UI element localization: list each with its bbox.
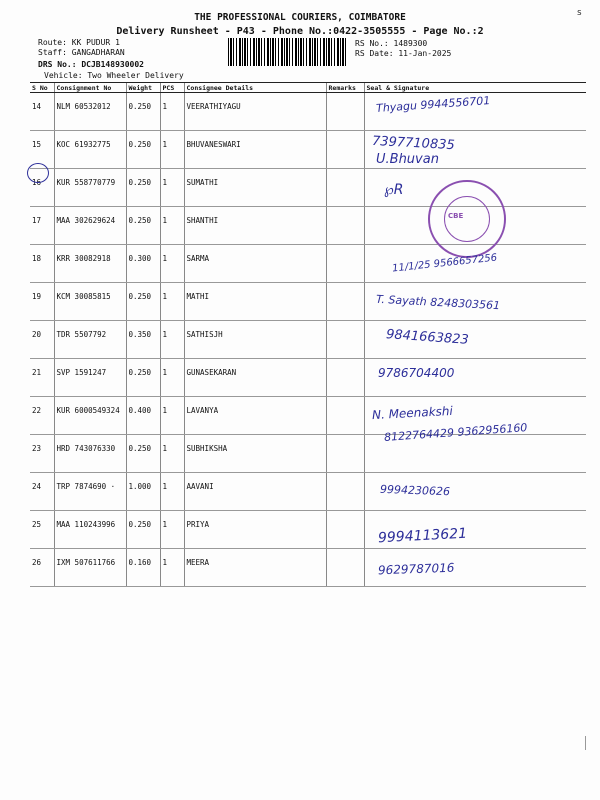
row-remarks <box>326 169 364 207</box>
vehicle-label: Vehicle: Two Wheeler Delivery <box>44 71 184 80</box>
table-row <box>30 397 586 435</box>
col-sno: S No <box>30 83 54 93</box>
row-signature <box>364 435 586 473</box>
signature-14: Thyagu 9944556701 <box>375 94 491 115</box>
row-pcs: 1 <box>160 321 184 359</box>
row-consignment: KCM 30085815 <box>54 283 126 321</box>
row-pcs: 1 <box>160 511 184 549</box>
row-consignment: KRR 30082918 <box>54 245 126 283</box>
table-row <box>30 511 586 549</box>
table-header-row <box>30 83 586 93</box>
company-title: THE PROFESSIONAL COURIERS, COIMBATORE <box>194 12 406 23</box>
row-signature <box>364 359 586 397</box>
row-weight: 0.400 <box>126 397 160 435</box>
row-consignment: TDR 5507792 <box>54 321 126 359</box>
col-weight: Weight <box>126 83 160 93</box>
row-signature <box>364 511 586 549</box>
row-pcs: 1 <box>160 283 184 321</box>
row-consignee: SATHISJH <box>184 321 326 359</box>
row-consignment: MAA 302629624 <box>54 207 126 245</box>
signature-15a: 7397710835 <box>371 133 456 154</box>
row-pcs: 1 <box>160 93 184 131</box>
row-consignment: TRP 7874690 · <box>54 473 126 511</box>
row-signature <box>364 397 586 435</box>
staff-label: Staff: GANGADHARAN <box>38 48 125 57</box>
row-consignee: GUNASEKARAN <box>184 359 326 397</box>
row-weight: 0.250 <box>126 169 160 207</box>
table-row <box>30 245 586 283</box>
row-remarks <box>326 473 364 511</box>
row-consignee: BHUVANESWARI <box>184 131 326 169</box>
row-remarks <box>326 549 364 587</box>
signature-23: 8122764429 9362956160 <box>383 421 528 444</box>
table-row <box>30 473 586 511</box>
signature-24: 9994230626 <box>379 482 451 499</box>
col-pcs: PCS <box>160 83 184 93</box>
signature-21: 9786704400 <box>378 366 455 380</box>
row-consignee: AAVANI <box>184 473 326 511</box>
barcode <box>228 38 348 66</box>
rs-number: RS No.: 1489300 <box>355 39 428 48</box>
row-weight: 0.250 <box>126 131 160 169</box>
row-remarks <box>326 397 364 435</box>
circle-annotation <box>27 163 49 183</box>
row-consignment: KOC 61932775 <box>54 131 126 169</box>
row-sno: 17 <box>30 207 54 245</box>
row-weight: 0.250 <box>126 207 160 245</box>
row-consignee: LAVANYA <box>184 397 326 435</box>
row-consignment: SVP 1591247 <box>54 359 126 397</box>
row-consignment: MAA 110243996 <box>54 511 126 549</box>
row-sno: 15 <box>30 131 54 169</box>
row-signature <box>364 131 586 169</box>
corner-mark: s <box>576 8 582 18</box>
row-consignment: KUR 6000549324 <box>54 397 126 435</box>
signature-16: ℘R <box>384 182 404 198</box>
row-sno: 20 <box>30 321 54 359</box>
row-weight: 1.000 <box>126 473 160 511</box>
row-sno: 18 <box>30 245 54 283</box>
table-row <box>30 359 586 397</box>
table-row <box>30 549 586 587</box>
row-pcs: 1 <box>160 359 184 397</box>
route-label: Route: KK PUDUR 1 <box>38 38 120 47</box>
rs-date: RS Date: 11-Jan-2025 <box>355 49 452 58</box>
row-consignment: HRD 743076330 <box>54 435 126 473</box>
row-weight: 0.250 <box>126 283 160 321</box>
row-consignment: IXM 507611766 <box>54 549 126 587</box>
row-pcs: 1 <box>160 169 184 207</box>
row-pcs: 1 <box>160 245 184 283</box>
col-consignment: Consignment No <box>54 83 126 93</box>
table-row <box>30 93 586 131</box>
row-remarks <box>326 511 364 549</box>
row-remarks <box>326 93 364 131</box>
margin-tick <box>585 736 586 750</box>
row-remarks <box>326 359 364 397</box>
drs-number: DRS No.: DCJB148930002 <box>38 60 144 69</box>
row-signature <box>364 473 586 511</box>
row-consignee: MEERA <box>184 549 326 587</box>
row-consignee: SUBHIKSHA <box>184 435 326 473</box>
col-remarks: Remarks <box>326 83 364 93</box>
row-signature <box>364 283 586 321</box>
row-weight: 0.250 <box>126 93 160 131</box>
row-consignment: KUR 558770779 <box>54 169 126 207</box>
row-pcs: 1 <box>160 397 184 435</box>
table-row <box>30 321 586 359</box>
row-pcs: 1 <box>160 131 184 169</box>
row-weight: 0.350 <box>126 321 160 359</box>
row-sno: 24 <box>30 473 54 511</box>
row-pcs: 1 <box>160 549 184 587</box>
row-consignee: VEERATHIYAGU <box>184 93 326 131</box>
row-consignee: PRIYA <box>184 511 326 549</box>
row-consignee: SARMA <box>184 245 326 283</box>
row-weight: 0.160 <box>126 549 160 587</box>
row-signature <box>364 321 586 359</box>
row-remarks <box>326 207 364 245</box>
row-sno: 23 <box>30 435 54 473</box>
table-row <box>30 435 586 473</box>
row-sno: 25 <box>30 511 54 549</box>
col-signature: Seal & Signature <box>364 83 586 93</box>
row-sno: 19 <box>30 283 54 321</box>
signature-20: 9841663823 <box>385 327 470 348</box>
signature-19: T. Sayath 8248303561 <box>375 292 501 313</box>
signature-26: 9629787016 <box>377 560 455 578</box>
signature-18: 11/1/25 9566657256 <box>391 252 498 275</box>
row-sno: 21 <box>30 359 54 397</box>
row-pcs: 1 <box>160 473 184 511</box>
row-weight: 0.300 <box>126 245 160 283</box>
row-weight: 0.250 <box>126 511 160 549</box>
table-row <box>30 131 586 169</box>
row-sno: 22 <box>30 397 54 435</box>
runsheet-table <box>30 82 586 587</box>
row-remarks <box>326 321 364 359</box>
row-sno: 16 <box>30 169 54 207</box>
table-row <box>30 169 586 207</box>
row-consignee: SHANTHI <box>184 207 326 245</box>
signature-15b: U.Bhuvan <box>376 152 439 167</box>
row-remarks <box>326 435 364 473</box>
row-signature <box>364 93 586 131</box>
row-remarks <box>326 245 364 283</box>
table-row <box>30 283 586 321</box>
col-consignee: Consignee Details <box>184 83 326 93</box>
signature-25: 9994113621 <box>377 525 468 547</box>
signature-22: N. Meenakshi <box>371 403 454 423</box>
row-remarks <box>326 131 364 169</box>
row-weight: 0.250 <box>126 359 160 397</box>
row-consignee: MATHI <box>184 283 326 321</box>
row-sno: 14 <box>30 93 54 131</box>
row-signature <box>364 549 586 587</box>
seal-stamp: CBE <box>428 180 506 258</box>
row-consignment: NLM 60532012 <box>54 93 126 131</box>
row-pcs: 1 <box>160 435 184 473</box>
row-consignee: SUMATHI <box>184 169 326 207</box>
row-pcs: 1 <box>160 207 184 245</box>
runsheet-subtitle: Delivery Runsheet - P43 - Phone No.:0422-3505555 - Page No.:2 <box>116 26 484 37</box>
row-sno: 26 <box>30 549 54 587</box>
row-remarks <box>326 283 364 321</box>
row-weight: 0.250 <box>126 435 160 473</box>
